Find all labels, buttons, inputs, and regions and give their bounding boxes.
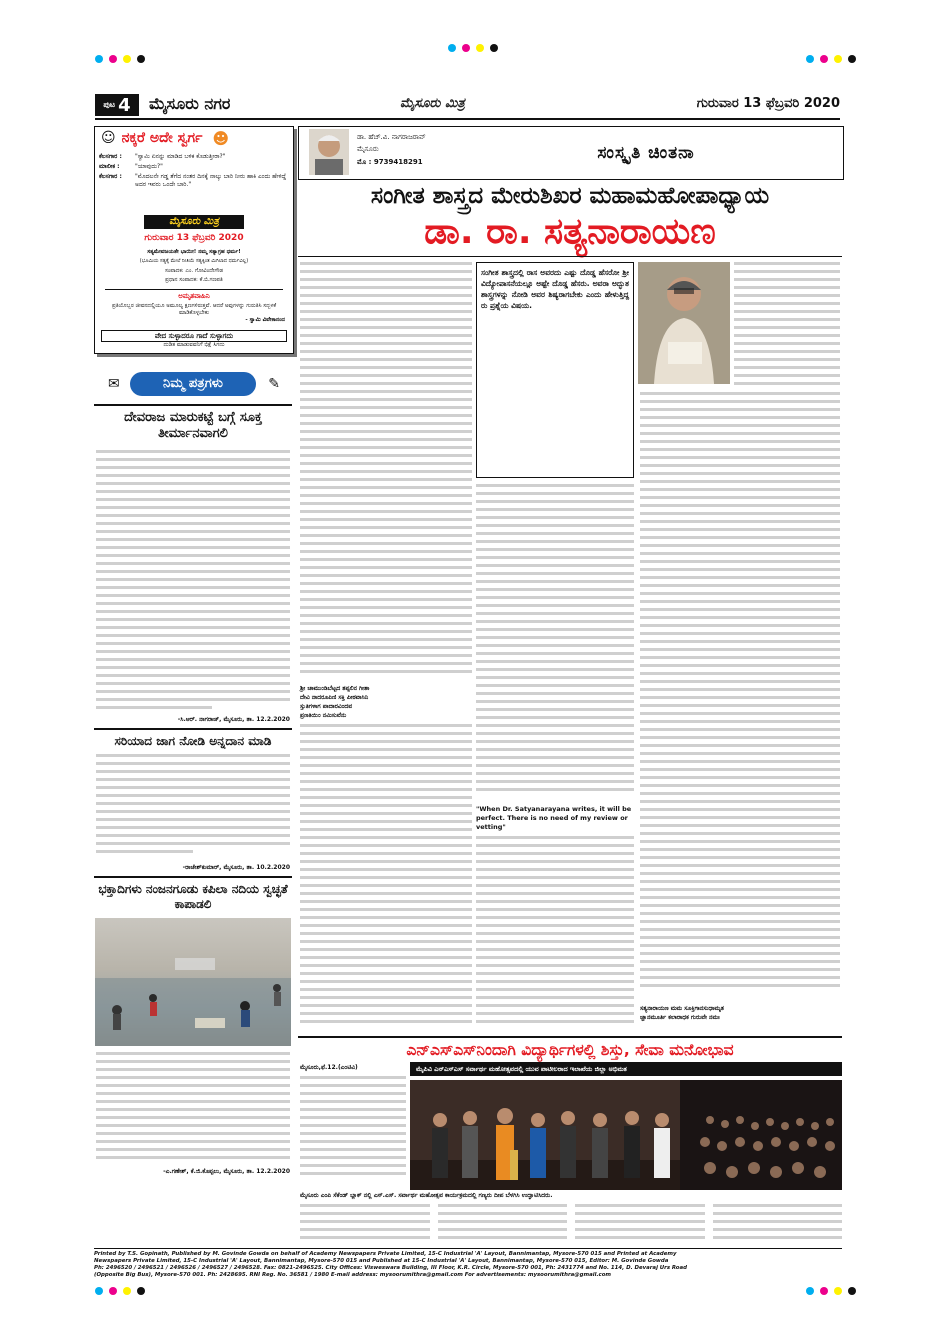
subject-portrait — [638, 262, 730, 384]
divider — [298, 256, 842, 257]
letters-banner — [94, 372, 292, 400]
photo-caption: ಮೈಸೂರು ಎಂಪಿ ಸೆಕೆಂಡ್ ಬ್ಲಾಕ್ ನಲ್ಲಿ ಎಸ್.ಎಸ್. ಸರ್ವಾರ್ಥ ಮಹೋತ್ಸವ ಕಾರ್ಯಕ್ರಮದಲ್ಲಿ ಗಣ್ಯರು ದೀಪ ಬೆಳಗಿಸಿ ಉದ್ಘಾಟಿಸಿದರು. — [300, 1192, 553, 1199]
smile-icon: ☺ — [101, 130, 116, 146]
poem-block: ಶ್ರೀ ಚಾಮುಂಡಿಬೆಟ್ಟದ ತಪ್ಪಲಿನ ಗೀತಾ ದೇವಿ ನಾದರೂಪಿಣಿ ಸಕ್ತಿ ಪೀಠವಾಸಿನಿ ಸ್ತುತಿಗಳಾಗ ಪಾದಾರವಿಂದವ ಪ್ರಣತಿಯಿಂ ನಮಿಸುವೆನು — [300, 685, 370, 719]
letter-1-title: ದೇವರಾಜ ಮಾರುಕಟ್ಟೆ ಬಗ್ಗೆ ಸೂಕ್ತ ತೀರ್ಮಾನವಾಗಲಿ — [124, 410, 262, 441]
registration-dots-bottom-left — [95, 1287, 145, 1295]
letter-1-signoff: -ಸಿ.ಆರ್. ನಾಗರಾಜ್, ಮೈಸೂರು, ತಾ. 12.2.2020 — [177, 716, 290, 723]
paper-name: ಮೈಸೂರು ಮಿತ್ರ — [400, 96, 465, 111]
registration-dots-left — [95, 55, 145, 63]
quote-title: ಅಮೃತವಾಹಿನಿ — [178, 292, 210, 300]
divider — [94, 728, 292, 730]
feature-column-1-lower — [300, 724, 472, 1030]
imprint-footer: Printed by T.S. Gopinath, Published by M. Govinde Gowda on behalf of Academy Newspapers Private Limited, 15-C Industrial 'A' Layout, Bannimantap, Mysore-570 015 and Printed at Academy Newspapers Private Limited, 15-C Industrial 'A' Layout, Bannimantap, Mysore-570 015 and Published at 15-C Industrial 'A' Layout, Bannimantap, Mysore-570 015, Editor: M. Govinde Gowda Ph: 2496520 / 2496521 / 2496526 / 2496527 / 2496528. Fax: 0821-2496525. City Offices: Visweswara Building, III Floor, K.R. Circle, Mysore-570 001, Ph: 2431774 and No. 114, D. Devaraj Urs Road (Opposite Big Bus), Mysore-570 001. Ph: 2428695. RNI Reg. No. 36581 / 1980 E-mail address: mysoorumithra@gmail.com For advertisements: mysoorumithra@gmail.com — [94, 1251, 688, 1278]
registration-dots-right — [806, 55, 856, 63]
feature-column-3 — [640, 392, 840, 996]
box-date: ಗುರುವಾರ 13 ಫೆಬ್ರವರಿ 2020 — [144, 233, 244, 243]
bottom-subhead: ಮೈಪಿವಿ ಎನ್‌ಎಸ್‌ಎಸ್ ಸರ್ವಾರ್ಥ ಮಹೋತ್ಸವದಲ್ಲಿ ಯುವ ಪಾಟೀಲರಾದ ಇಲಾಖೆಯ ಜಿಲ್ಲಾ ಅಭಿಮತ — [410, 1062, 842, 1076]
divider — [298, 1036, 842, 1038]
english-quote: "When Dr. Satyanarayana writes, it will be perfect. There is no need of my review or vetting" — [476, 805, 632, 831]
column-title: ಸಂಸ್ಕೃತಿ ಚಿಂತನಾ — [597, 143, 695, 163]
bottom-story-columns — [300, 1204, 842, 1244]
registration-dots-top — [448, 44, 498, 52]
motto-line-1: ಸತ್ಯಮೇವಜಯತೇ ಭಾಯೀ! ನಮ್ಮ ಸತ್ಯಾಗ್ರಹ ಧರ್ಮ! — [147, 249, 241, 255]
quote-author: - ಸ್ವಾಮಿ ವಿವೇಕಾನಂದ — [245, 317, 285, 323]
quote-text: ಪ್ರತಿಯೊಬ್ಬರ ಜೀವನದಲ್ಲಿಯೂ ಅಮೂಲ್ಯ ಕ್ಷಣಗಳಿರುತ್ತವೆ. ಆದರೆ ಅವುಗಳನ್ನು ಗುರುತಿಸಿ ಸದ್ಬಳಕೆ ಮಾಡಿಕೊಳ್ಳಬೇಕು — [111, 303, 277, 316]
divider — [94, 1248, 842, 1249]
author-name: ಡಾ. ಹೆಚ್.ವಿ. ನಾಗರಾಜರಾವ್ — [357, 133, 426, 141]
letters-section-title: ನಿಮ್ಮ ಪತ್ರಗಳು — [130, 372, 256, 396]
publisher-line: ಪ್ರಧಾನ ಸಂಪಾದಕ: ಕೆ.ಬಿ.ಗಣಪತಿ — [165, 277, 223, 283]
letter-2-body — [96, 754, 290, 858]
author-photo — [309, 129, 349, 175]
dialogue-row: ಕೆಲಸಗಾರ : "ಸ್ವಾಮಿ ಏನನ್ನು ಮಾಡಿದ ಬಳಿಕ ಕೊಡುತ್ತೀರಾ?" — [99, 153, 226, 160]
issue-date: ಗುರುವಾರ 13 ಫೆಬ್ರವರಿ 2020 — [696, 96, 840, 111]
divider — [94, 404, 292, 406]
envelope-icon: ✉ — [108, 376, 120, 392]
author-city: ಮೈಸೂರು — [357, 145, 379, 153]
laughing-face-icon: ☻ — [212, 128, 230, 148]
letter-3-signoff: -ಎ.ಗಣೇಶ್, ಕೆ.ಜಿ.ಕೊಪ್ಪಲು, ಮೈಸೂರು, ತಾ. 12.2.2020 — [163, 1168, 290, 1175]
divider — [94, 876, 292, 878]
dateline: ಮೈಸೂರು,ಫೆ.12.(ಎಂಟಿವಿ) — [300, 1064, 358, 1071]
pullquote-text: ಸಂಗೀತ ಶಾಸ್ತ್ರದಲ್ಲಿ ರಾಸ ಅವರದು ಎಷ್ಟು ದೊಡ್ಡ ಹೆಸರೋ ಶ್ರೀ ವಿದ್ಯೋಪಾಸನೆಯಲ್ಲೂ ಅಷ್ಟೇ ದೊಡ್ಡ ಹೆಸರು. ಅವರಾ ಅದ್ಭುತ ಶಾಸ್ತ್ರಗಳನ್ನು ನೋಡಿ ಅವರ ಶಿಷ್ಯರಾಗಬೇಕು ಎಂದು ಹೇಳುತ್ತಿದ್ದರು ಪ್ರಶ್ನೆಯ ವಿಷಯ. — [481, 268, 629, 310]
editor-line: ಸಂಪಾದಕ: ಎಂ. ಗೋವಿಂದೇಗೌಡ — [164, 268, 224, 274]
page-number: 4 — [118, 94, 131, 116]
page-number-box — [95, 94, 139, 116]
humor-dialogue — [99, 153, 289, 189]
divider — [105, 289, 283, 290]
humor-title: ನಕ್ಕರೆ ಅದೇ ಸ್ವರ್ಗ — [121, 130, 203, 146]
letter-3-body — [96, 1052, 290, 1166]
page-label: ಪುಟ — [103, 100, 116, 109]
dialogue-row: ಕೆಲಸಗಾರ : "ಮೊದಲನೇ ಗಡ್ಡ ತೆಗೆದ ನಂತರ ದಿನಕ್ಕೆ ನಾಲ್ಕು ಬಾರಿ ನೀರು ಹಾಕಿ ಎಂದು ಹೇಳಿದ್ದೆ ಅದರ ಇವರು ಒಂದೇ ಬಾರಿ." — [99, 173, 287, 188]
bottom-story-col-1 — [300, 1076, 406, 1180]
event-photo — [410, 1080, 842, 1190]
pullquote-box — [476, 262, 634, 478]
letter-2-title: ಸರಿಯಾದ ಜಾಗ ನೋಡಿ ಅನ್ನದಾನ ಮಾಡಿ — [114, 734, 272, 748]
motto-line-2: (ಭೂಮಿಯ ಸತ್ಯಕ್ಕೆ ಮೇಲೆ ನೀತಿಯೆ ಸತ್ಯಕ್ಕಿಂತ ಮಿಗಿಲಾದ ಧರ್ಮವಿಲ್ಲ) — [139, 258, 249, 264]
letter-1-body — [96, 450, 290, 714]
feature-headline-1: ಸಂಗೀತ ಶಾಸ್ತ್ರದ ಮೇರುಶಿಖರ ಮಹಾಮಹೋಪಾಧ್ಯಾಯ — [370, 183, 770, 209]
humor-box — [94, 126, 294, 354]
feature-header — [298, 126, 844, 180]
letter-2-signoff: -ರಾಜೇಶ್‌ಕುಮಾರ್, ಮೈಸೂರು, ತಾ. 10.2.2020 — [182, 864, 290, 871]
feature-column-1 — [300, 262, 472, 680]
feature-column-2-lower — [476, 836, 634, 1032]
bottom-headline: ಎನ್‌ಎಸ್‌ಎಸ್‌ನಿಂದಾಗಿ ವಿದ್ಯಾರ್ಥಿಗಳಲ್ಲಿ ಶಿಸ್ತು, ಸೇವಾ ಮನೋಭಾವ — [406, 1041, 734, 1059]
river-photo — [95, 918, 291, 1046]
closing-lines: ಸತ್ಯನಾರಾಯಣ ಮಮ ಸೂಕ್ತಿಗಾನಸುಧಾಮೃತ ಜ್ಞಾನಮೂರ್ತಿ ಕಲಾರಾಧಕ ಗುರುವೇ ನಮಃ — [640, 1005, 724, 1021]
brand-logo: ಮೈಸೂರು ಮಿತ್ರ — [144, 215, 244, 229]
proverb: ವೇದ ಸುಳ್ಳಾದರೂ ಗಾದೆ ಸುಳ್ಳಾಗದು — [101, 330, 287, 342]
registration-dots-bottom-right — [806, 1287, 856, 1295]
dialogue-row: ಮಾಲೀಕ : "ಯಾವುದು?" — [99, 163, 163, 170]
letter-3-title: ಭಕ್ತಾದಿಗಳು ನಂಜನಗೂಡು ಕಪಿಲಾ ನದಿಯ ಸ್ವಚ್ಛತೆ ಕಾಪಾಡಲಿ — [98, 882, 288, 911]
proverb-sub: ದುಡಿತ ಮಾಡುವವನಿಗೆ ಭಿಕ್ಷೆ ಸಿಗದು — [163, 342, 225, 348]
pen-icon: ✎ — [268, 376, 280, 392]
column-banner — [449, 127, 843, 179]
humor-header — [95, 127, 293, 149]
section-title: ಮೈಸೂರು ನಗರ — [149, 94, 231, 113]
feature-column-3-top — [734, 262, 840, 388]
page-masthead — [95, 92, 840, 120]
feature-column-2 — [476, 484, 634, 802]
author-phone: ಮೊ : 9739418291 — [357, 158, 423, 166]
feature-headline-2: ಡಾ. ರಾ. ಸತ್ಯನಾರಾಯಣ — [424, 211, 716, 252]
